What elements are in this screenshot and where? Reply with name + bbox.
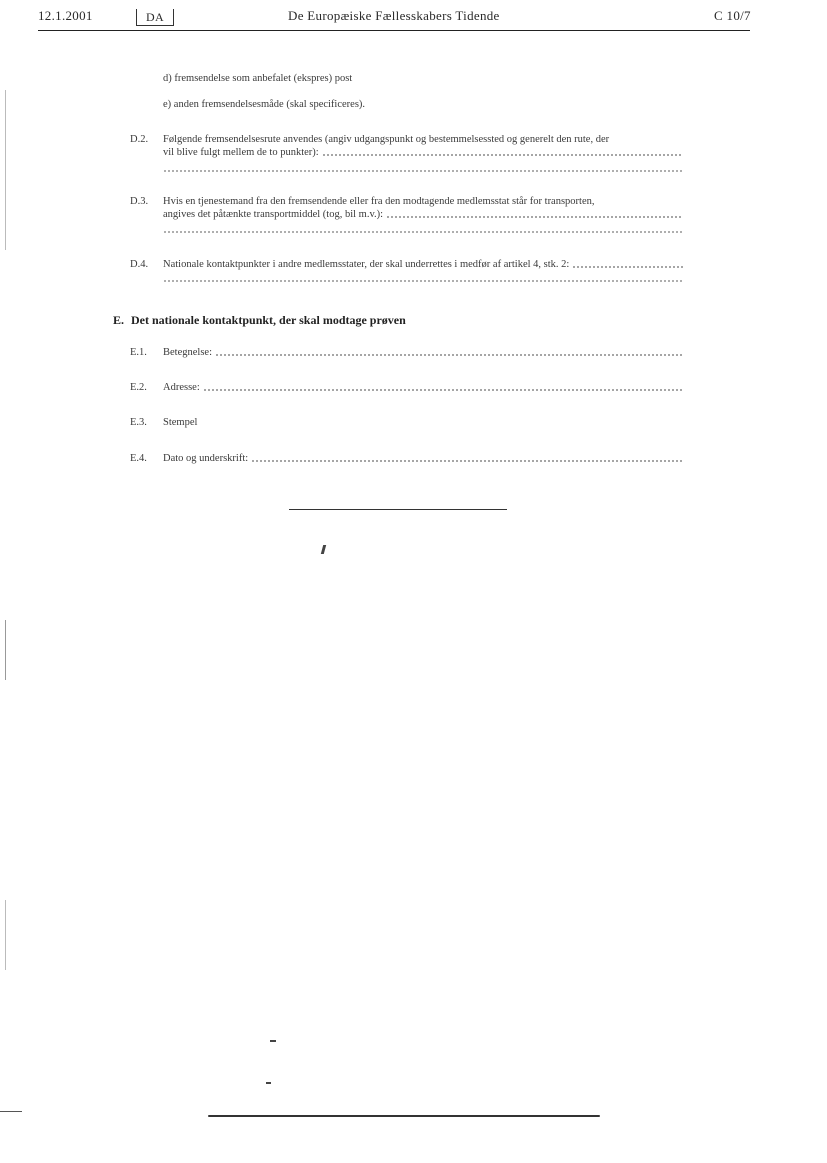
d2-text-line2: vil blive fulgt mellem de to punkter): [163,147,319,158]
e1-dotted-fill[interactable] [215,354,683,356]
d2-number: D.2. [130,134,149,145]
e1-label: Betegnelse: [163,347,212,358]
e3-label: Stempel [163,417,198,428]
e2-field[interactable] [163,382,683,393]
section-e-number: E. [113,313,125,327]
header-rule [38,30,750,31]
e1-number: E.1. [130,347,147,358]
d4-text-line1: Nationale kontaktpunkter i andre medlemsstater, der skal underrettes i medfør af artikel 4, stk. 2: [163,259,570,270]
header-page-ref: C 10/7 [714,8,751,23]
option-e: e) anden fremsendelsesmåde (skal specificeres). [163,99,366,110]
d4-number: D.4. [130,259,149,270]
header-language: DA [136,9,174,26]
scan-mark-dash-1 [270,1040,276,1042]
e1-field[interactable] [163,347,683,358]
d4-line1 [163,259,683,270]
d4-answer-line[interactable] [163,280,683,282]
d3-answer-line[interactable] [163,231,683,233]
scan-mark-left-bar-2 [5,620,6,680]
d3-text-line1: Hvis en tjenestemand fra den fremsendende eller fra den modtagende medlemsstat står for transporten, [163,196,595,207]
e4-number: E.4. [130,453,147,464]
scan-mark-dash-2 [266,1082,271,1084]
e2-label: Adresse: [163,382,200,393]
e4-field[interactable] [163,453,683,464]
scan-mark-left-tick [0,1111,22,1112]
end-rule [289,509,507,510]
option-d: d) fremsendelse som anbefalet (ekspres) post [163,73,353,84]
header-journal-title: De Europæiske Fællesskabers Tidende [288,8,500,23]
e2-dotted-fill[interactable] [203,389,683,391]
d3-number: D.3. [130,196,149,207]
e3-number: E.3. [130,417,147,428]
scan-mark-left-bar [5,90,6,250]
d2-text-line1: Følgende fremsendelsesrute anvendes (angiv udgangspunkt og bestemmelsessted og generelt den rute, der [163,134,610,145]
d2-dotted-fill [322,154,683,156]
e4-dotted-fill[interactable] [251,460,683,462]
d2-line2 [163,147,683,158]
scan-mark-left-bar-3 [5,900,6,970]
d3-line2 [163,209,683,220]
e2-number: E.2. [130,382,147,393]
bottom-rule [208,1115,600,1117]
header-date: 12.1.2001 [38,8,93,23]
d3-dotted-fill [386,216,683,218]
e4-label: Dato og underskrift: [163,453,249,464]
d2-answer-line[interactable] [163,170,683,172]
section-e-title: Det nationale kontaktpunkt, der skal modtage prøven [131,313,406,327]
scan-mark-pen-stroke [321,545,326,554]
d4-dotted-fill [572,266,683,268]
d3-text-line2: angives det påtænkte transportmiddel (tog, bil m.v.): [163,209,384,220]
